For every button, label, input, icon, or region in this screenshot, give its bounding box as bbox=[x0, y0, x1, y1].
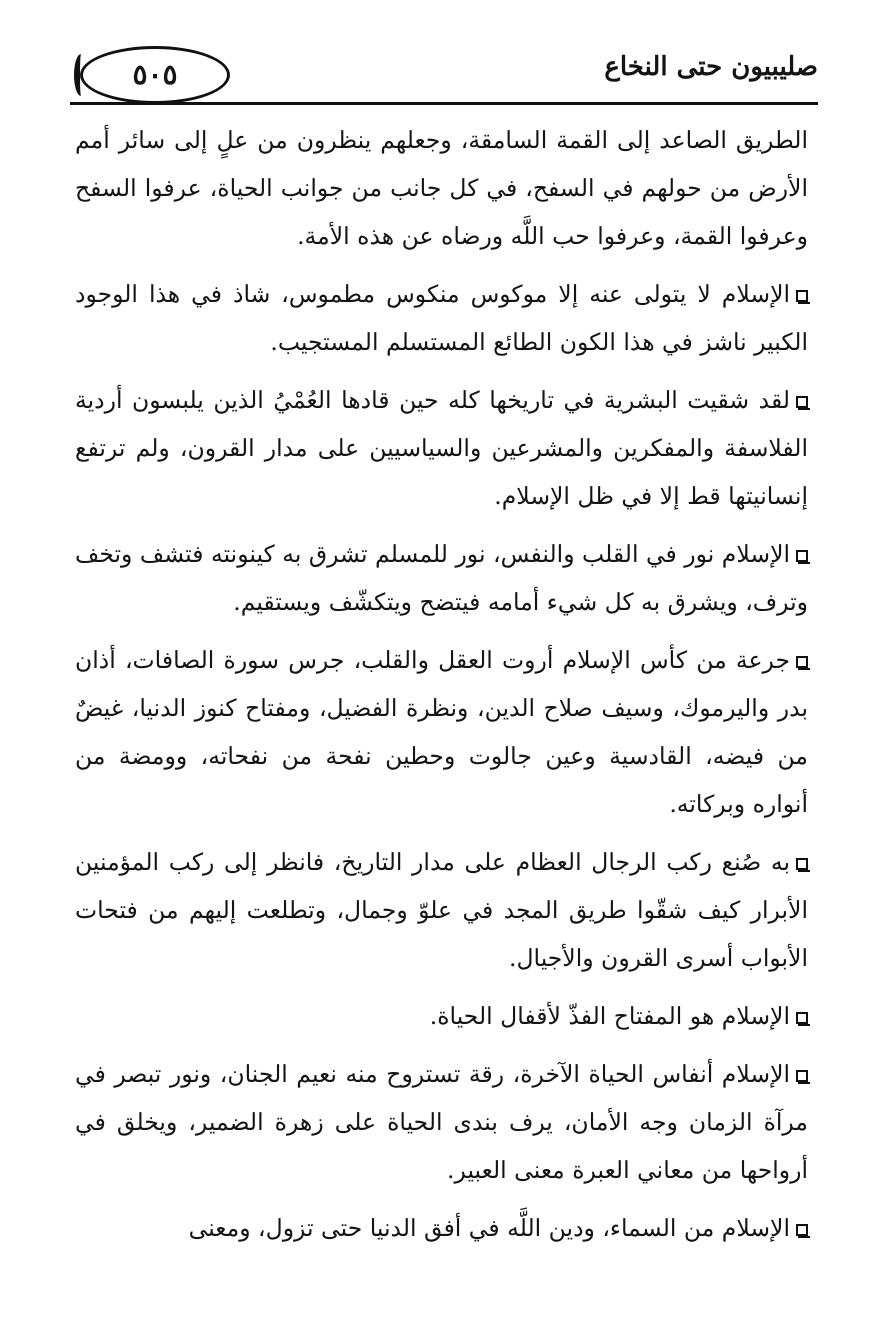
paragraph bbox=[75, 992, 808, 1040]
paragraph bbox=[75, 530, 808, 626]
header-rule bbox=[70, 102, 818, 105]
paragraph-text: جرعة من كأس الإسلام أروت العقل والقلب، جرس سورة الصافات، أذان بدر واليرموك، وسيف صلاح الدين، ونظرة الفضيل، ومفتاح كنوز الدنيا، غيضٌ من فيضه، القادسية وعين جالوت وحطين نفحة من نفحاته، وومضة من أنواره وبركاته. bbox=[75, 646, 808, 818]
square-bullet-icon bbox=[796, 1012, 808, 1024]
square-bullet-icon bbox=[796, 1070, 808, 1082]
paragraph-text: الإسلام من السماء، ودين اللَّه في أفق الدنيا حتى تزول، ومعنى bbox=[188, 1214, 790, 1242]
square-bullet-icon bbox=[796, 656, 808, 668]
paragraph bbox=[75, 376, 808, 520]
paragraph bbox=[75, 116, 808, 260]
paragraph bbox=[75, 838, 808, 982]
square-bullet-icon bbox=[796, 1224, 808, 1236]
square-bullet-icon bbox=[796, 290, 808, 302]
paragraph bbox=[75, 636, 808, 828]
paragraph-text: الإسلام أنفاس الحياة الآخرة، رقة تستروح منه نعيم الجنان، ونور تبصر في مرآة الزمان وجه الأمان، يرف بندى الحياة على زهرة الضمير، ويخلق في أرواحها من معاني العبرة معنى العبير. bbox=[75, 1060, 808, 1184]
paragraph bbox=[75, 1204, 808, 1252]
paragraph-text: الإسلام هو المفتاح الفذّ لأقفال الحياة. bbox=[429, 1002, 790, 1030]
paragraph bbox=[75, 270, 808, 366]
page-header bbox=[70, 36, 818, 102]
page-number: ٥٠٥ bbox=[132, 58, 178, 91]
paragraph-text: الإسلام لا يتولى عنه إلا موكوس منكوس مطموس، شاذ في هذا الوجود الكبير ناشز في هذا الكون الطائع المستسلم المستجيب. bbox=[75, 280, 808, 356]
square-bullet-icon bbox=[796, 858, 808, 870]
paragraph-text: لقد شقيت البشرية في تاريخها كله حين قادها العُمْيُ الذين يلبسون أردية الفلاسفة والمفكرين والمشرعين والسياسيين على مدار القرون، ولم ترتفع إنسانيتها قط إلا في ظل الإسلام. bbox=[75, 386, 808, 510]
page-body bbox=[75, 116, 808, 1262]
running-title: صليبيون حتى النخاع bbox=[604, 52, 818, 82]
square-bullet-icon bbox=[796, 396, 808, 408]
paragraph-text: الطريق الصاعد إلى القمة السامقة، وجعلهم ينظرون من علٍ إلى سائر أمم الأرض من حولهم في السفح، في كل جانب من جوانب الحياة، عرفوا السفح وعرفوا القمة، وعرفوا حب اللَّه ورضاه عن هذه الأمة. bbox=[75, 126, 808, 250]
paragraph-text: به صُنع ركب الرجال العظام على مدار التاريخ، فانظر إلى ركب المؤمنين الأبرار كيف شقّوا طريق المجد في علوّ وجمال، وتطلعت إليهم من فتحات الأبواب أسرى القرون والأجيال. bbox=[75, 848, 808, 972]
paragraph bbox=[75, 1050, 808, 1194]
square-bullet-icon bbox=[796, 550, 808, 562]
paragraph-text: الإسلام نور في القلب والنفس، نور للمسلم تشرق به كينونته فتشف وتخف وترف، ويشرق به كل شيء أمامه فيتضح ويتكشّف ويستقيم. bbox=[75, 540, 808, 616]
